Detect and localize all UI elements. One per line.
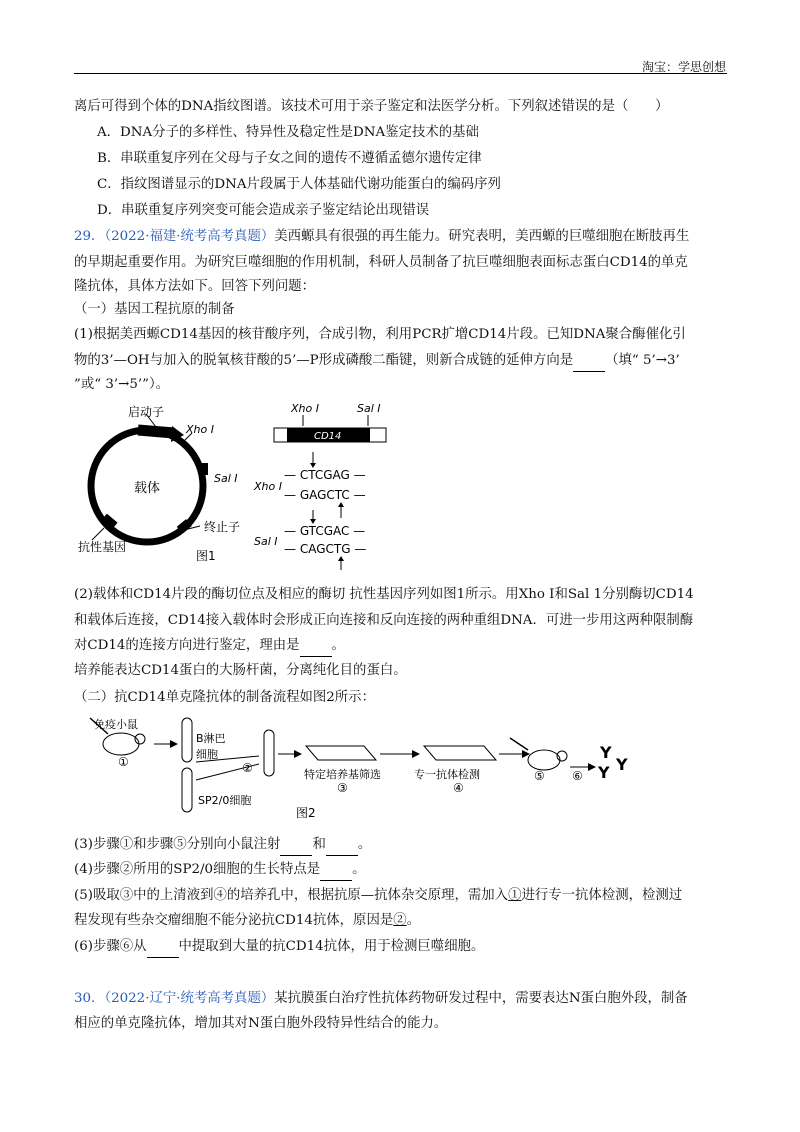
syringe-2-icon	[510, 738, 528, 750]
page-header-brand: 淘宝：学思创想	[641, 60, 726, 74]
q29-number: 29．	[74, 229, 105, 244]
antibody-icon: Y	[616, 755, 628, 774]
q29-p5-text: (5)吸取③中的上清液到④的培养孔中，根据抗原—抗体杂交原理，需加入	[74, 888, 509, 903]
q29-p5-text-2: 进行专一抗体检测，检测过	[521, 888, 683, 903]
q29-p2-line1: (2)载体和CD14片段的酶切位点及相应的酶切 抗性基因序列如图1所示。用Xho I和Sal 1分别酶切CD14	[74, 587, 694, 602]
sal-site-block	[199, 463, 208, 475]
detect-plate-icon	[424, 746, 496, 760]
sal-seq-bottom: — CAGCTG —	[284, 542, 367, 556]
q29-stem-line3: 隆抗体，具体方法如下。回答下列问题：	[74, 279, 316, 294]
xho-enzyme-label: Xho I	[254, 480, 282, 493]
q29-p2-text: 对CD14的连接方向进行鉴定，理由是	[74, 638, 300, 653]
q29-p4-end: 。	[352, 862, 366, 877]
q29-p2-line4: 培养能表达CD14蛋白的大肠杆菌，分离纯化目的蛋白。	[74, 663, 407, 678]
q29-p1-hint: （填“ 5’→3’	[605, 353, 680, 368]
q29-p3	[74, 835, 371, 856]
q29-p1-line3: ”或“ 3’→5’”）。	[74, 377, 170, 392]
q29-stem-text: 美西螈具有很强的再生能力。研究表明，美西螈的巨噬细胞在断肢再生	[274, 229, 690, 244]
answer-blank[interactable]	[300, 636, 332, 657]
q29-part2-title: （二）抗CD14单克隆抗体的制备流程如图2所示：	[74, 690, 375, 705]
terminator-label: 终止子	[204, 520, 241, 534]
answer-blank[interactable]	[280, 835, 312, 856]
answer-blank[interactable]	[320, 860, 352, 881]
promoter-label: 启动子	[128, 405, 165, 419]
b-cell-label-2: 细胞	[196, 748, 218, 761]
step-4-marker: ④	[453, 781, 464, 795]
q29-p1-line2	[74, 351, 680, 372]
q29-p6-text: (6)步骤⑥从	[74, 939, 147, 954]
q29-p6-text-2: 中提取到大量的抗CD14抗体，用于检测巨噬细胞。	[178, 939, 485, 954]
figure-1-caption: 图1	[196, 549, 216, 563]
figure-2-caption: 图2	[296, 806, 316, 820]
q29-p3-end: 。	[357, 837, 372, 852]
resistance-leader	[92, 528, 104, 540]
b-cell-label: B淋巴	[196, 732, 226, 745]
step-3-marker: ③	[337, 781, 348, 795]
q29-p2-line3	[74, 636, 345, 657]
arrow-2-head-icon	[294, 750, 302, 758]
q28-option-d: D．串联重复序列突变可能会造成亲子鉴定结论出现错误	[97, 203, 430, 218]
q29-p4-text: (4)步骤②所用的SP2/0细胞的生长特点是	[74, 862, 321, 877]
figure-1-diagram	[74, 400, 394, 565]
answer-blank[interactable]	[573, 351, 605, 372]
cd14-xho-label: Xho I	[291, 402, 319, 415]
b-cell-tube-icon	[182, 718, 192, 762]
header-rule	[74, 73, 727, 74]
promoter-segment	[138, 430, 174, 433]
step-6-marker: ⑥	[572, 769, 583, 783]
q30-stem-text: 某抗膜蛋白治疗性抗体药物研发过程中，需要表达N蛋白胞外段，制备	[274, 991, 688, 1006]
q28-option-a: A．DNA分子的多样性、特异性及稳定性是DNA鉴定技术的基础	[97, 125, 479, 140]
q29-p6	[74, 937, 484, 958]
q30-stem-line2: 相应的单克隆抗体，增加其对N蛋白胞外段特异性结合的能力。	[74, 1016, 448, 1031]
answer-blank[interactable]	[147, 937, 179, 958]
arrow-5-head-icon	[588, 763, 596, 771]
xho-site-label: Xho I	[186, 423, 214, 436]
mouse-2-icon	[528, 750, 560, 770]
step-2-marker: ②	[242, 761, 253, 775]
cd14-gene-label: CD14	[314, 431, 342, 442]
q29-p5-text-3: 程发现有些杂交瘤细胞不能分泌抗CD14抗体，原因是	[74, 913, 394, 928]
q29-p5-line1	[74, 886, 682, 906]
sal-cut-arrowhead-bottom-icon	[338, 556, 344, 561]
sal-seq-top: — GTCGAC —	[284, 524, 366, 538]
arrow-3-head-icon	[412, 750, 420, 758]
q29-part1-title: （一）基因工程抗原的制备	[74, 302, 235, 317]
answer-blank[interactable]	[326, 835, 358, 856]
xho-cut-arrowhead-bottom-icon	[338, 502, 344, 507]
screen-label: 特定培养基筛选	[304, 768, 381, 781]
q29-p1-text: 物的3’—OH与加入的脱氧核苷酸的5’—P形成磷酸二酯键，则新合成链的延伸方向是	[74, 353, 574, 368]
q29-p4	[74, 860, 366, 881]
figure-2-diagram	[74, 712, 634, 827]
q28-option-c: C．指纹图谱显示的DNA片段属于人体基础代谢功能蛋白的编码序列	[97, 177, 501, 192]
sp20-label: SP2/0细胞	[198, 794, 252, 807]
q29-p5-blank-2[interactable]: ②	[393, 913, 407, 928]
q29-p1-line1: (1)根据美西螈CD14基因的核苷酸序列，合成引物，利用PCR扩增CD14片段。已知DNA聚合酶催化引	[74, 327, 686, 342]
q29-source: （2022·福建·统考高考真题）	[104, 229, 275, 244]
q30-stem-line1	[74, 989, 688, 1009]
cd14-sal-label: Sal I	[357, 402, 381, 415]
detect-label: 专一抗体检测	[414, 768, 480, 781]
q29-p3-and: 和	[312, 837, 326, 852]
xho-seq-bottom: — GAGCTC —	[284, 488, 366, 502]
q29-p3-text: (3)步骤①和步骤⑤分别向小鼠注射	[74, 837, 281, 852]
mouse-1-icon	[103, 733, 139, 755]
q30-source: （2022·辽宁·统考高考真题）	[104, 991, 275, 1006]
antibody-icon: Y	[600, 743, 612, 762]
step-1-marker: ①	[118, 755, 129, 769]
q29-stem-line1	[74, 227, 689, 247]
step-5-marker: ⑤	[534, 769, 545, 783]
immune-mouse-label: 免疫小鼠	[94, 718, 138, 731]
sp20-tube-icon	[182, 768, 192, 812]
sal-enzyme-label: Sal I	[254, 535, 278, 548]
xho-seq-top: — CTCGAG —	[284, 468, 366, 482]
screen-plate-icon	[306, 746, 376, 760]
q29-p2-line2: 和载体后连接，CD14接入载体时会形成正向连接和反向连接的两种重组DNA．可进一步用这两种限制酶	[74, 613, 694, 628]
q28-stem: 离后可得到个体的DNA指纹图谱。该技术可用于亲子鉴定和法医学分析。下列叙述错误的是（ ）	[74, 99, 669, 114]
q29-p5-line2	[74, 911, 420, 931]
q29-stem-line2: 的早期起重要作用。为研究巨噬细胞的作用机制，科研人员制备了抗巨噬细胞表面标志蛋白CD14的单克	[74, 255, 688, 270]
q29-p5-end: 。	[406, 913, 421, 928]
q29-p2-end: 。	[331, 638, 345, 653]
q29-p5-blank-1[interactable]: ①	[508, 888, 522, 903]
sal-site-label: Sal I	[214, 472, 238, 485]
q30-number: 30．	[74, 991, 105, 1006]
resistance-label: 抗性基因	[78, 540, 127, 554]
vector-label: 载体	[134, 481, 161, 496]
arrow-1-head-icon	[170, 740, 178, 748]
fusion-tube-icon	[264, 730, 274, 776]
antibody-icon: Y	[598, 763, 610, 782]
q28-option-b: B．串联重复序列在父母与子女之间的遗传不遵循孟德尔遗传定律	[97, 151, 482, 166]
